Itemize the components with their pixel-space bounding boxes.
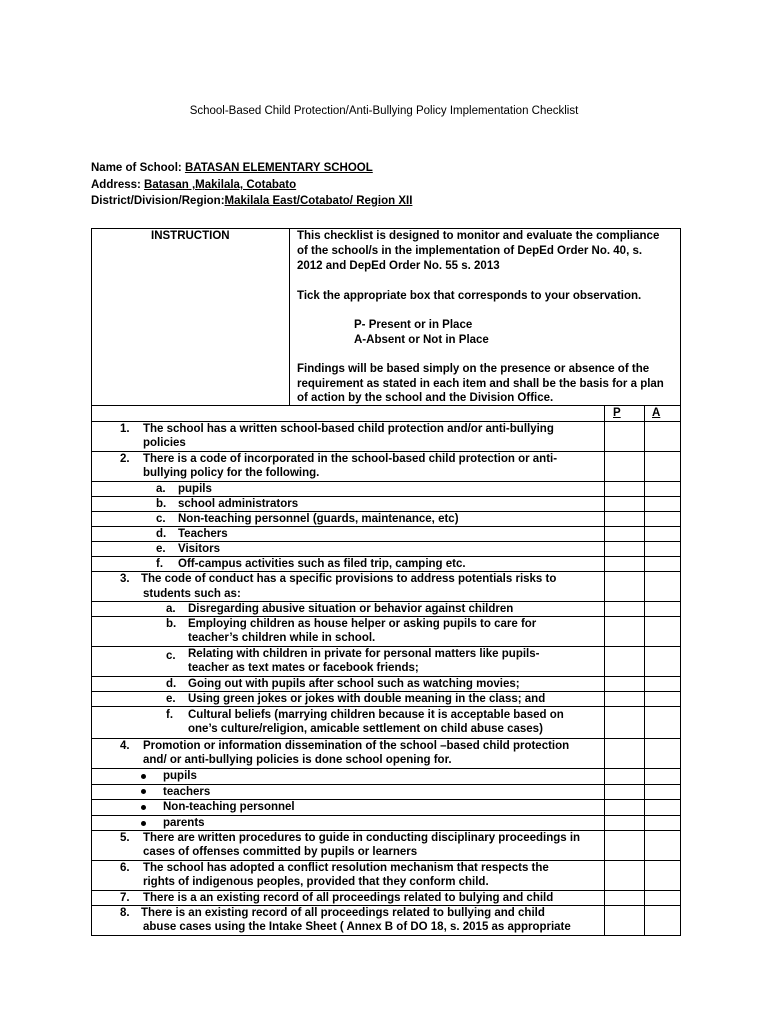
- subitem-text: Off-campus activities such as filed trip, camping etc.: [178, 558, 466, 570]
- subitem-text: Teachers: [178, 528, 228, 540]
- instruction-text: 2012 and DepEd Order No. 55 s. 2013: [297, 260, 500, 272]
- item-text: rights of indigenous peoples, provided that they conform child.: [143, 876, 489, 888]
- item-text: The school has a written school-based child protection and/or anti-bullying: [143, 423, 554, 435]
- item-text: Promotion or information dissemination of the school –based child protection: [143, 740, 570, 752]
- subitem-text: one’s culture/religion, amicable settlement on child abuse cases): [188, 723, 543, 735]
- subitem-marker: a.: [166, 603, 176, 615]
- school-name-value: BATASAN ELEMENTARY SCHOOL: [184, 162, 373, 174]
- district-label: District/Division/Region:: [91, 195, 225, 207]
- school-name-label: Name of School:: [91, 162, 185, 174]
- subitem-text: Visitors: [178, 543, 220, 555]
- item-text: There is a code of incorporated in the school-based child protection or anti-: [143, 453, 558, 465]
- item-number: 5.: [120, 832, 130, 844]
- subitem-text: Disregarding abusive situation or behavior against children: [188, 603, 514, 615]
- item-text: and/ or anti-bullying policies is done school opening for.: [143, 754, 452, 766]
- item-number: 3.: [120, 573, 130, 585]
- instruction-text: Tick the appropriate box that corresponds to your observation.: [297, 290, 642, 302]
- item-text: policies: [143, 437, 186, 449]
- instruction-text: requirement as stated in each item and shall be the basis for a plan: [297, 378, 664, 390]
- bullet-icon: [141, 821, 146, 826]
- subitem-marker: b.: [166, 618, 177, 630]
- address-label: Address:: [91, 179, 145, 191]
- subitem-text: pupils: [163, 770, 197, 782]
- address-line: [91, 177, 296, 193]
- subitem-text: parents: [163, 817, 205, 829]
- item-text: cases of offenses committed by pupils or learners: [143, 846, 418, 858]
- subitem-text: teachers: [163, 786, 211, 798]
- subitem-marker: e.: [156, 543, 166, 555]
- item-text: There is a an existing record of all proceedings related to bulying and child: [143, 892, 554, 904]
- item-text: bullying policy for the following.: [143, 467, 320, 479]
- subitem-text: teacher’s children while in school.: [188, 632, 376, 644]
- school-name-line: [91, 160, 373, 176]
- instruction-text: This checklist is designed to monitor and evaluate the compliance: [297, 230, 660, 242]
- item-number: 8.: [120, 907, 130, 919]
- item-number: 2.: [120, 453, 130, 465]
- subitem-text: Cultural beliefs (marrying children because it is acceptable based on: [188, 709, 564, 721]
- subitem-marker: f.: [156, 558, 164, 570]
- district-line: [91, 193, 412, 209]
- legend-absent: A-Absent or Not in Place: [354, 334, 489, 346]
- column-header-p: P: [613, 407, 621, 419]
- bullet-icon: [141, 774, 146, 779]
- subitem-text: Relating with children in private for personal matters like pupils-: [188, 648, 540, 660]
- district-value: Makilala East/Cotabato/ Region XII: [224, 195, 413, 207]
- subitem-text: school administrators: [178, 498, 299, 510]
- subitem-marker: f.: [166, 709, 174, 721]
- bullet-icon: [141, 789, 146, 794]
- subitem-text: pupils: [178, 483, 212, 495]
- column-header-a: A: [652, 407, 661, 419]
- item-number: 7.: [120, 892, 130, 904]
- instruction-label: INSTRUCTION: [151, 230, 230, 242]
- item-text: The code of conduct has a specific provisions to address potentials risks to: [141, 573, 557, 585]
- item-number: 4.: [120, 740, 130, 752]
- bullet-icon: [141, 805, 146, 810]
- subitem-marker: b.: [156, 498, 167, 510]
- document-title: School-Based Child Protection/Anti-Bullying Policy Implementation Checklist: [189, 105, 579, 117]
- subitem-marker: e.: [166, 693, 176, 705]
- item-text: There is an existing record of all proceedings related to bullying and child: [141, 907, 545, 919]
- legend-present: P- Present or in Place: [354, 319, 473, 331]
- item-text: students such as:: [143, 588, 241, 600]
- column-divider-a: [644, 405, 645, 936]
- item-number: 6.: [120, 862, 130, 874]
- subitem-text: Non-teaching personnel (guards, maintenance, etc): [178, 513, 459, 525]
- subitem-marker: c.: [166, 650, 176, 662]
- subitem-marker: c.: [156, 513, 166, 525]
- subitem-marker: d.: [166, 678, 177, 690]
- instruction-text: of the school/s in the implementation of DepEd Order No. 40, s.: [297, 245, 643, 257]
- address-value: Batasan ,Makilala, Cotabato: [144, 179, 297, 191]
- subitem-text: Using green jokes or jokes with double meaning in the class; and: [188, 693, 546, 705]
- subitem-marker: a.: [156, 483, 166, 495]
- item-text: abuse cases using the Intake Sheet ( Annex B of DO 18, s. 2015 as appropriate: [143, 921, 571, 933]
- item-text: The school has adopted a conflict resolution mechanism that respects the: [143, 862, 549, 874]
- subitem-text: Employing children as house helper or asking pupils to care for: [188, 618, 537, 630]
- column-divider-p: [604, 405, 605, 936]
- subitem-text: teacher as text mates or facebook friends;: [188, 662, 419, 674]
- instruction-divider: [289, 228, 290, 405]
- instruction-text: of action by the school and the Division Office.: [297, 392, 554, 404]
- subitem-text: Non-teaching personnel: [163, 801, 295, 813]
- item-text: There are written procedures to guide in conducting disciplinary proceedings in: [143, 832, 581, 844]
- item-number: 1.: [120, 423, 130, 435]
- instruction-text: Findings will be based simply on the presence or absence of the: [297, 363, 650, 375]
- subitem-text: Going out with pupils after school such as watching movies;: [188, 678, 520, 690]
- subitem-marker: d.: [156, 528, 167, 540]
